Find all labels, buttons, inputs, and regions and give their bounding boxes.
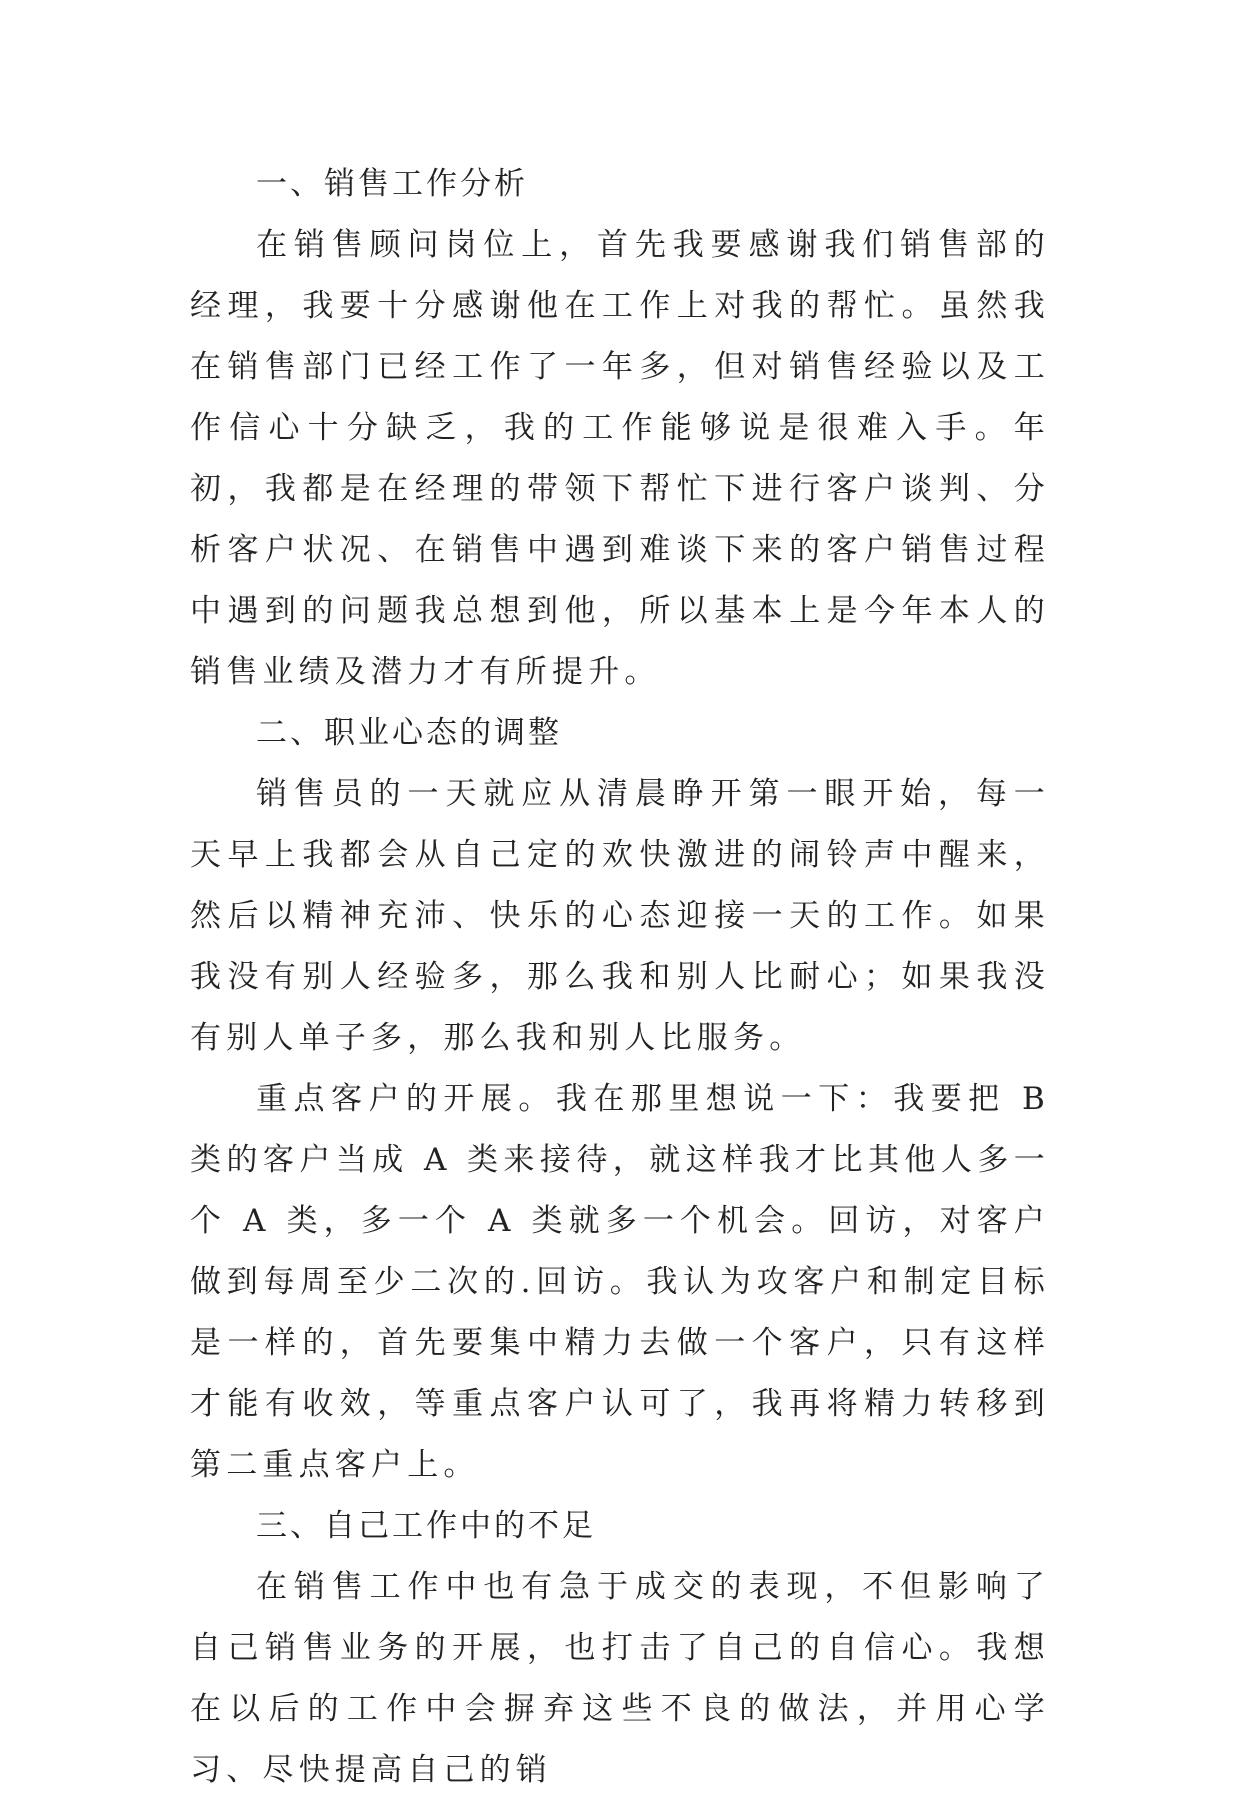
section-heading-sales-analysis: 一、销售工作分析 — [256, 166, 528, 202]
body-paragraph: 重点客户的开展。我在那里想说一下：我要把 B 类的客户当成 A 类来接待，就这样我才比其他人多一个 A 类，多一个 A 类就多一个机会。回访，对客户做到每周至少二次的.回访。我认为攻客户和制定目标是一样的，首先要集中精力去做一个客户，只有这样才能有收效，等重点客户认可了，我再将精力转移到第二重点客户上。 — [190, 1081, 1050, 1483]
section-heading-mindset: 二、职业心态的调整 — [256, 715, 562, 751]
body-paragraph: 在销售工作中也有急于成交的表现，不但影响了自己销售业务的开展，也打击了自己的自信心。我想在以后的工作中会摒弃这些不良的做法，并用心学习、尽快提高自己的销 — [190, 1569, 1050, 1788]
body-paragraph: 在销售顾问岗位上，首先我要感谢我们销售部的经理，我要十分感谢他在工作上对我的帮忙。虽然我在销售部门已经工作了一年多，但对销售经验以及工作信心十分缺乏，我的工作能够说是很难入手。年初，我都是在经理的带领下帮忙下进行客户谈判、分析客户状况、在销售中遇到难谈下来的客户销售过程中遇到的问题我总想到他，所以基本上是今年本人的销售业绩及潜力才有所提升。 — [190, 227, 1050, 690]
body-paragraph: 销售员的一天就应从清晨睁开第一眼开始，每一天早上我都会从自己定的欢快激进的闹铃声中醒来，然后以精神充沛、快乐的心态迎接一天的工作。如果我没有别人经验多，那么我和别人比耐心；如果我没有别人单子多，那么我和别人比服务。 — [190, 776, 1050, 1056]
section-heading-shortcomings: 三、自己工作中的不足 — [256, 1508, 596, 1544]
document-body — [190, 154, 1050, 1801]
